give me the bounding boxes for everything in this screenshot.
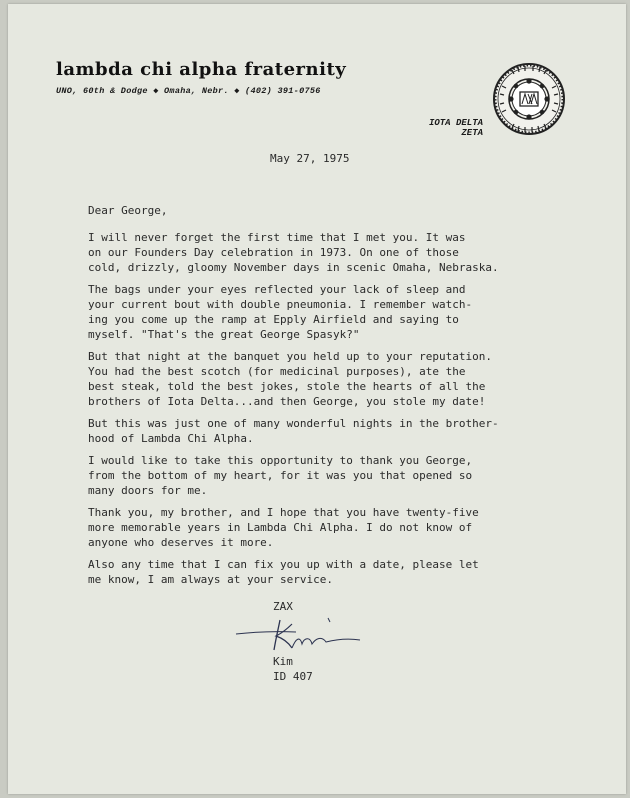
closing: ZAX — [273, 600, 293, 613]
chapter-line-1: IOTA DELTA — [428, 118, 483, 128]
fraternity-seal-icon — [492, 62, 566, 136]
paragraph-line: I will never forget the first time that I met you. It was — [88, 231, 466, 244]
paragraph-line: cold, drizzly, gloomy November days in scenic Omaha, Nebraska. — [88, 261, 499, 274]
paragraph-line: Thank you, my brother, and I hope that you have twenty-five — [88, 506, 479, 519]
chapter-designation — [403, 118, 483, 138]
paragraph-line: best steak, told the best jokes, stole the hearts of all the — [88, 380, 486, 393]
paragraph-line: hood of Lambda Chi Alpha. — [88, 432, 254, 445]
paragraph-3 — [88, 349, 528, 409]
chapter-line-2: ZETA — [461, 128, 483, 138]
paragraph-line: your current bout with double pneumonia. I remember watch- — [88, 298, 473, 311]
paragraph-7 — [88, 557, 528, 587]
paragraph-line: from the bottom of my heart, for it was you that opened so — [88, 469, 473, 482]
paragraph-1 — [88, 230, 528, 275]
paragraph-5 — [88, 453, 528, 498]
letterhead-title: lambda chi alpha fraternity — [56, 59, 347, 80]
paragraph-line: more memorable years in Lambda Chi Alpha. I do not know of — [88, 521, 473, 534]
paragraph-line: The bags under your eyes reflected your lack of sleep and — [88, 283, 466, 296]
letter-date: May 27, 1975 — [270, 152, 350, 165]
letter-page — [8, 4, 626, 794]
signer-id: ID 407 — [273, 670, 313, 683]
paragraph-line: ing you come up the ramp at Epply Airfield and saying to — [88, 313, 459, 326]
paragraph-line: on our Founders Day celebration in 1973. On one of those — [88, 246, 459, 259]
paragraph-line: But that night at the banquet you held up to your reputation. — [88, 350, 492, 363]
paragraph-4 — [88, 416, 528, 446]
signature-block — [273, 654, 313, 684]
signer-name: Kim — [273, 655, 293, 668]
paragraph-line: myself. "That's the great George Spasyk?" — [88, 328, 360, 341]
paragraph-line: You had the best scotch (for medicinal purposes), ate the — [88, 365, 466, 378]
salutation: Dear George, — [88, 204, 168, 217]
handwritten-signature — [234, 616, 374, 656]
paragraph-line: But this was just one of many wonderful nights in the brother- — [88, 417, 499, 430]
letterhead-address: UNO, 60th & Dodge ◆ Omaha, Nebr. ◆ (402) 391-0756 — [56, 86, 321, 96]
paragraph-line: brothers of Iota Delta...and then George, you stole my date! — [88, 395, 486, 408]
paragraph-6 — [88, 505, 528, 550]
paragraph-line: I would like to take this opportunity to thank you George, — [88, 454, 473, 467]
paragraph-line: Also any time that I can fix you up with a date, please let — [88, 558, 479, 571]
paragraph-line: me know, I am always at your service. — [88, 573, 334, 586]
paragraph-line: many doors for me. — [88, 484, 208, 497]
paragraph-2 — [88, 282, 528, 342]
paragraph-line: anyone who deserves it more. — [88, 536, 274, 549]
